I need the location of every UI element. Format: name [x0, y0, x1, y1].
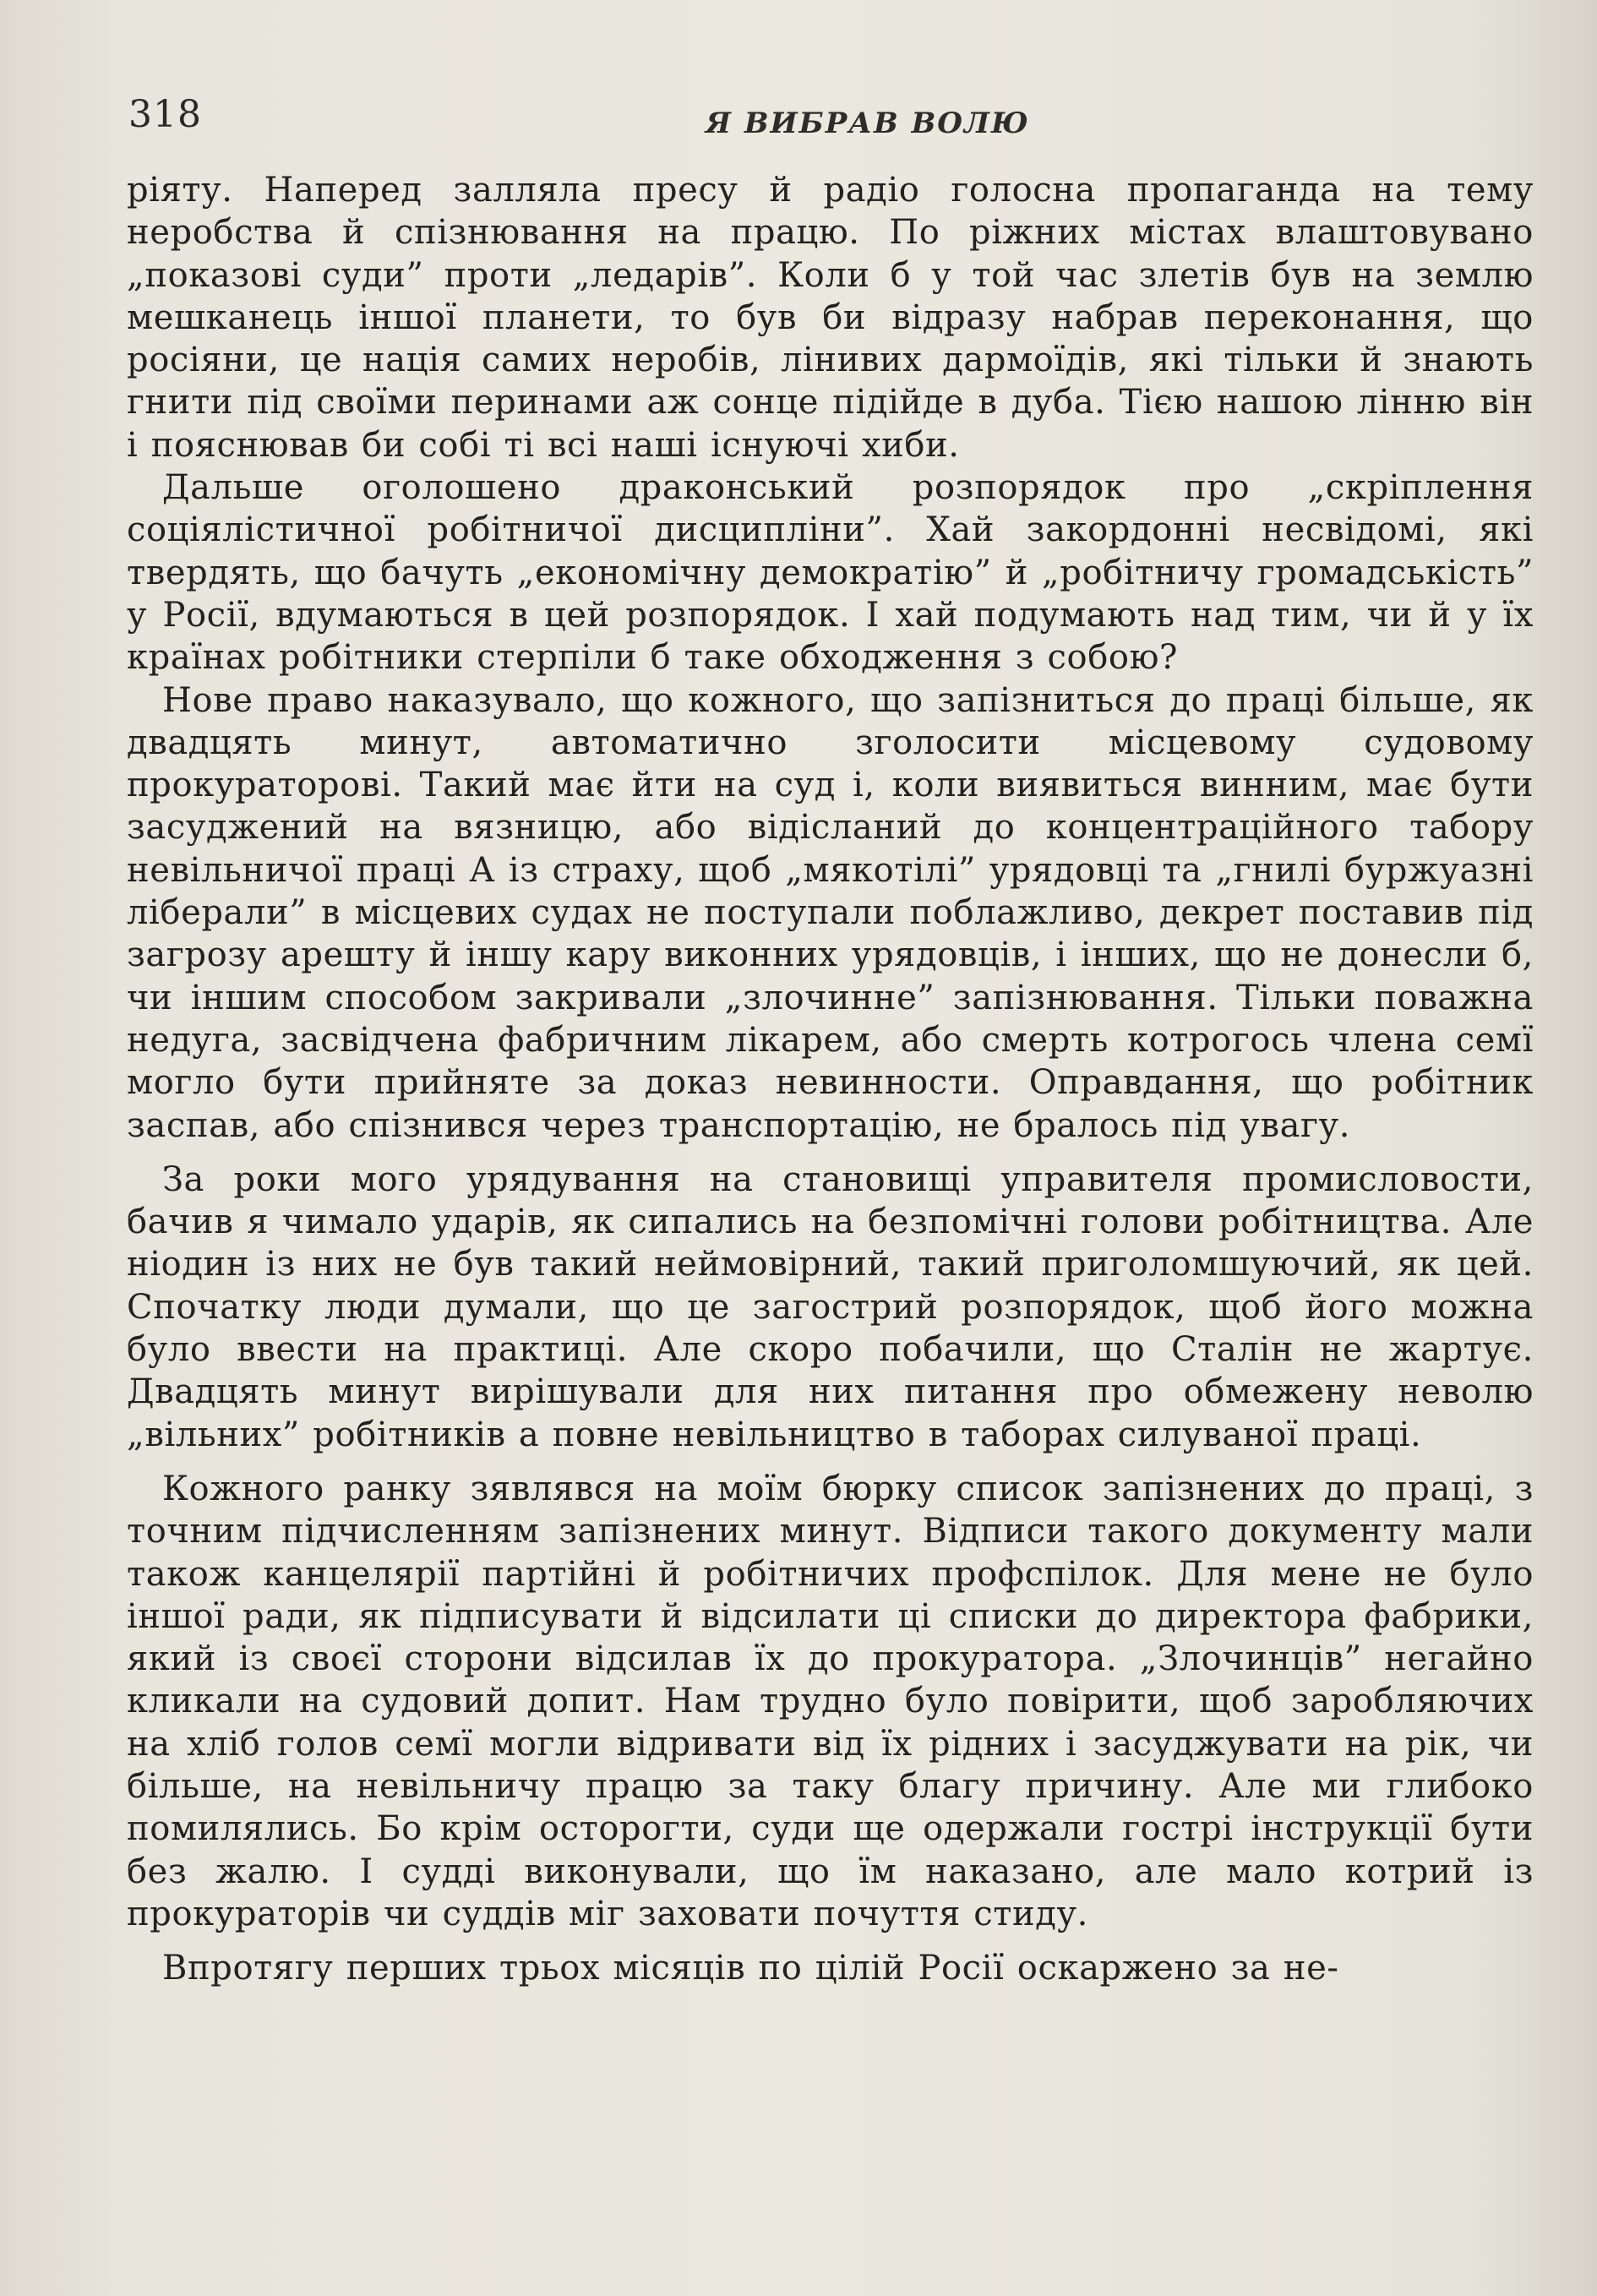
paragraph-4: За роки мого урядування на становищі управителя промисловости, бачив я чимало ударів, як сипались на безпомічні голови робітництва. Але ніодин із них не був такий неймовірний, такий приголомшуючий, як цей. Спочатку люди думали, що це загострий розпорядок, щоб його можна було ввести на практиці. Але скоро побачили, що Сталін не жартує. Двадцять минут вирішували для них питання про обмежену неволю „вільних” робітників а повне невільництво в таборах силуваної праці.	[127, 1159, 1534, 1454]
paragraph-3: Нове право наказувало, що кожного, що запізниться до праці більше, як двадцять минут, автоматично зголосити місцевому судовому прокураторові. Такий має йти на суд і, коли виявиться винним, має бути засуджений на вязницю, або відісланий до концентраційного табору невільничої праці А із страху, щоб „мякотілі” урядовці та „гнилі буржуазні ліберали” в місцевих судах не поступали поблажливо, декрет поставив під загрозу арешту й іншу кару виконних урядовців, і інших, що не донесли б, чи іншим способом закривали „злочинне” запізнювання. Тільки поважна недуга, засвідчена фабричним лікарем, або смерть котрогось члена семї могло бути прийняте за доказ невинности. Оправдання, що робітник заспав, або спізнився через транспортацію, не бралось під увагу.	[127, 680, 1534, 1145]
paragraph-2: Дальше оголошено драконський розпорядок про „скріплення соціялістичної робітничої дисципліни”. Хай закордонні несвідомі, які твердять, що бачуть „економічну демократію” й „робітничу громадськість” у Росії, вдумаються в цей розпорядок. І хай подумають над тим, чи й у їх країнах робітники стерпіли б таке обходження з собою?	[127, 468, 1534, 678]
paragraph-6: Впротягу перших трьох місяців по цілій Росії оскаржено за не-	[162, 1949, 1339, 1988]
paragraph-5: Кожного ранку зявлявся на моїм бюрку список запізнених до праці, з точним підчисленням запізнених минут. Відписи такого документу мали також канцелярії партійні й робітничих профспілок. Для мене не було іншої ради, як підписувати й відсилати ці списки до директора фабрики, який із своєї сторони відсилав їх до прокуратора. „Злочинців” негайно кликали на судовий допит. Нам трудно було повірити, щоб заробляючих на хліб голов семї могли відривати від їх рідних і засуджувати на рік, чи більше, на невільничу працю за таку благу причину. Але ми глибоко помилялись. Бо крім осторогти, суди ще одержали гострі інструкції бути без жалю. І судді виконували, що їм наказано, але мало котрий із прокураторів чи суддів міг заховати почуття стиду.	[127, 1469, 1534, 1933]
paragraph-1: ріяту. Наперед залляла пресу й радіо голосна пропаганда на тему неробства й спізнювання на працю. По ріжних містах влаштовувано „показові суди” проти „ледарів”. Коли б у той час злетів був на землю мешканець іншої планети, то був би відразу набрав переконання, що росіяни, це нація самих неробів, лінивих дармоїдів, які тільки й знають гнити під своїми перинами аж сонце підійде в дуба. Тією нашою лінню він і пояснював би собі ті всі наші існуючі хиби.	[127, 171, 1534, 465]
running-title: Я ВИБРАВ ВОЛЮ	[706, 106, 1030, 140]
page-number: 318	[128, 93, 202, 136]
text-body	[127, 169, 1534, 1989]
